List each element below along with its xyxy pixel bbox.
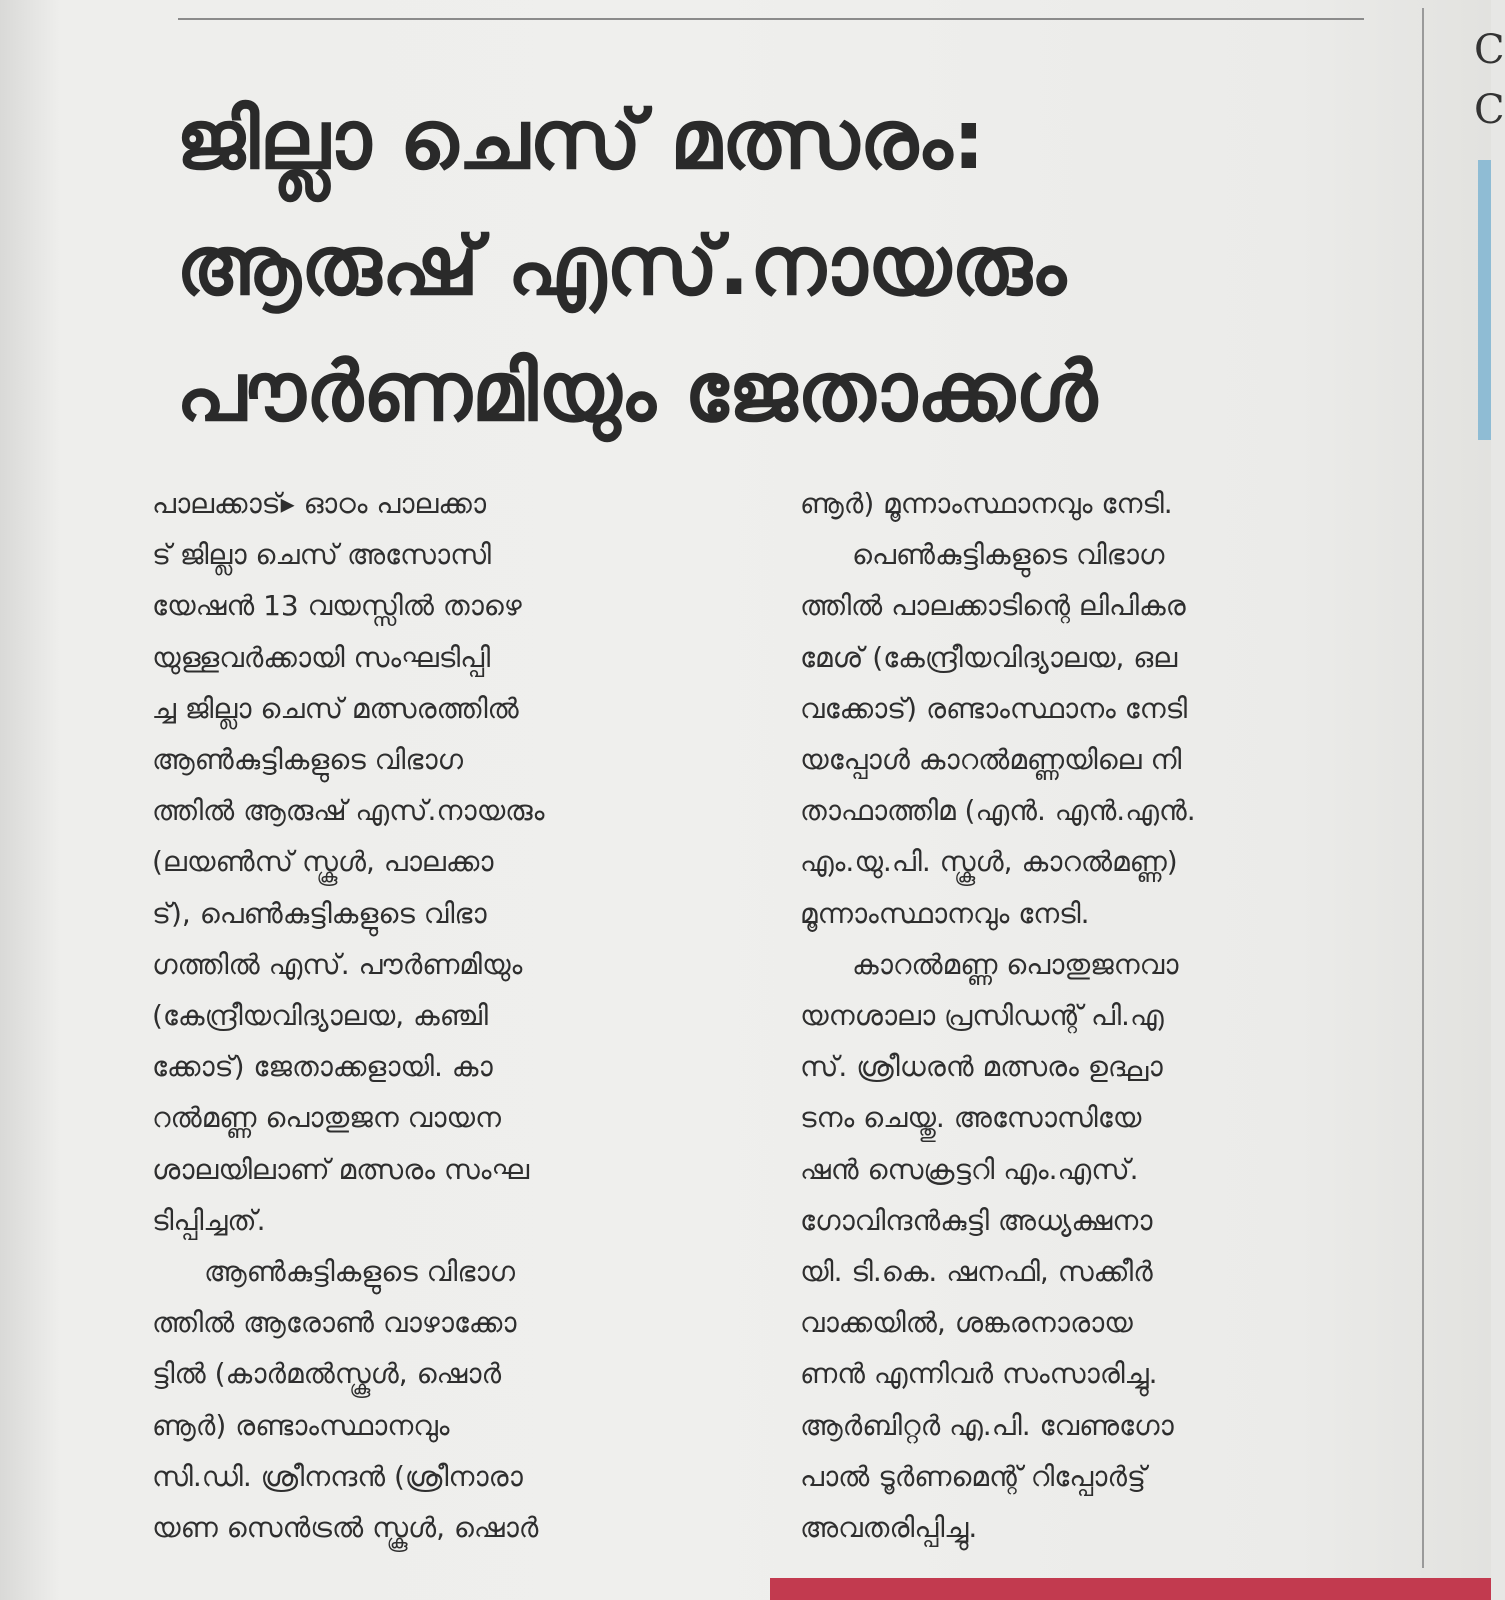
article-line: ആൺകുട്ടികളുടെ വിഭാഗ <box>204 1255 516 1289</box>
article-line: താഫാത്തിമ (എൻ. എൻ.എൻ. <box>800 794 1196 828</box>
article-line: ടനം ചെയ്തു. അസോസിയേ <box>800 1101 1142 1135</box>
article-line: (കേന്ദ്രീയവിദ്യാലയ, കഞ്ചി <box>152 999 488 1033</box>
article-line: ത്തിൽ പാലക്കാടിന്റെ ലിപികര <box>800 589 1186 623</box>
article-line: മേശ് (കേന്ദ്രീയവിദ്യാലയ, ഒല <box>800 640 1178 674</box>
adjacent-article-edge <box>1478 160 1491 440</box>
article-column-left <box>152 478 752 1553</box>
article-line: ട്ടിൽ (കാർമൽസ്കൂൾ, ഷൊർ <box>152 1357 502 1391</box>
headline-line-3: പൗർണമിയും ജേതാക്കൾ <box>176 345 1098 440</box>
article-line: എം.യു.പി. സ്കൂൾ, കാറൽമണ്ണ) <box>800 845 1178 879</box>
article-line: പെൺകുട്ടികളുടെ വിഭാഗ <box>852 538 1165 572</box>
article-line: ട് ജില്ലാ ചെസ് അസോസി <box>152 538 491 572</box>
headline-line-1: ജില്ലാ ചെസ് മത്സരം: <box>176 93 986 188</box>
article-line: ആർബിറ്റർ എ.പി. വേണുഗോ <box>800 1408 1174 1442</box>
article-line: അവതരിപ്പിച്ചു. <box>800 1511 978 1545</box>
article-line: (ലയൺസ് സ്കൂൾ, പാലക്കാ <box>152 845 494 879</box>
article-line: ട്), പെൺകുട്ടികളുടെ വിഭാ <box>152 896 487 930</box>
article-line: ടിപ്പിച്ചത്. <box>152 1203 266 1237</box>
article-line: സി.ഡി. ശ്രീനന്ദൻ (ശ്രീനാരാ <box>152 1459 523 1493</box>
article-line: ത്തിൽ ആരുഷ് എസ്.നായരും <box>152 794 545 828</box>
article-line: ശാലയിലാണ് മത്സരം സംഘ <box>152 1152 530 1186</box>
article-line: ച്ച ജില്ലാ ചെസ് മത്സരത്തിൽ <box>152 691 519 725</box>
article-line: മൂന്നാംസ്ഥാനവും നേടി. <box>800 896 1090 930</box>
article-line: യി. ടി.കെ. ഷനഫി, സക്കീർ <box>800 1255 1153 1289</box>
article-line: വക്കോട്) രണ്ടാംസ്ഥാനം നേടി <box>800 691 1188 725</box>
article-line: ണൂർ) രണ്ടാംസ്ഥാനവും <box>152 1408 450 1442</box>
article-line: ഗോവിന്ദൻകുട്ടി അധ്യക്ഷനാ <box>800 1203 1153 1237</box>
article-line: ഷൻ സെക്രട്ടറി എം.എസ്. <box>800 1152 1139 1186</box>
article-line: യേഷൻ 13 വയസ്സിൽ താഴെ <box>152 589 522 623</box>
article-line: ആൺകുട്ടികളുടെ വിഭാഗ <box>152 743 464 777</box>
article-column-right <box>800 478 1400 1553</box>
article-line: പാൽ ടൂർണമെന്റ് റിപ്പോർട്ട് <box>800 1459 1146 1493</box>
article-line: സ്. ശ്രീധരൻ മത്സരം ഉദ്ഘാ <box>800 1050 1163 1084</box>
article-line: ണൻ എന്നിവർ സംസാരിച്ചു. <box>800 1357 1158 1391</box>
article-line: ത്തിൽ ആരോൺ വാഴാക്കോ <box>152 1306 517 1340</box>
article-headline <box>176 78 1426 456</box>
article-line: കാറൽമണ്ണ പൊതുജനവാ <box>852 947 1179 981</box>
top-rule-divider <box>178 18 1364 20</box>
article-line: പാലക്കാട്▸ ഓഠം പാലക്കാ <box>152 487 487 520</box>
article-line: ണൂർ) മൂന്നാംസ്ഥാനവും നേടി. <box>800 487 1173 520</box>
article-line: യപ്പോൾ കാറൽമണ്ണയിലെ നി <box>800 743 1182 777</box>
article-line: ക്കോട്) ജേതാക്കളായി. കാ <box>152 1050 493 1084</box>
article-line: റൽമണ്ണ പൊതുജന വായന <box>152 1101 501 1135</box>
adjacent-article-glyph: C C <box>1474 27 1505 133</box>
article-line: വാക്കയിൽ, ശങ്കരനാരായ <box>800 1306 1133 1340</box>
article-line: യുള്ളവർക്കായി സംഘടിപ്പി <box>152 640 491 674</box>
headline-line-2: ആരുഷ് എസ്.നായരും <box>176 219 1067 314</box>
adjacent-ad-strip <box>770 1578 1491 1600</box>
article-line: ഗത്തിൽ എസ്. പൗർണമിയും <box>152 947 523 981</box>
article-line: യണ സെൻട്രൽ സ്കൂൾ, ഷൊർ <box>152 1511 539 1545</box>
article-line: യനശാലാ പ്രസിഡന്റ് പി.എ <box>800 999 1164 1033</box>
